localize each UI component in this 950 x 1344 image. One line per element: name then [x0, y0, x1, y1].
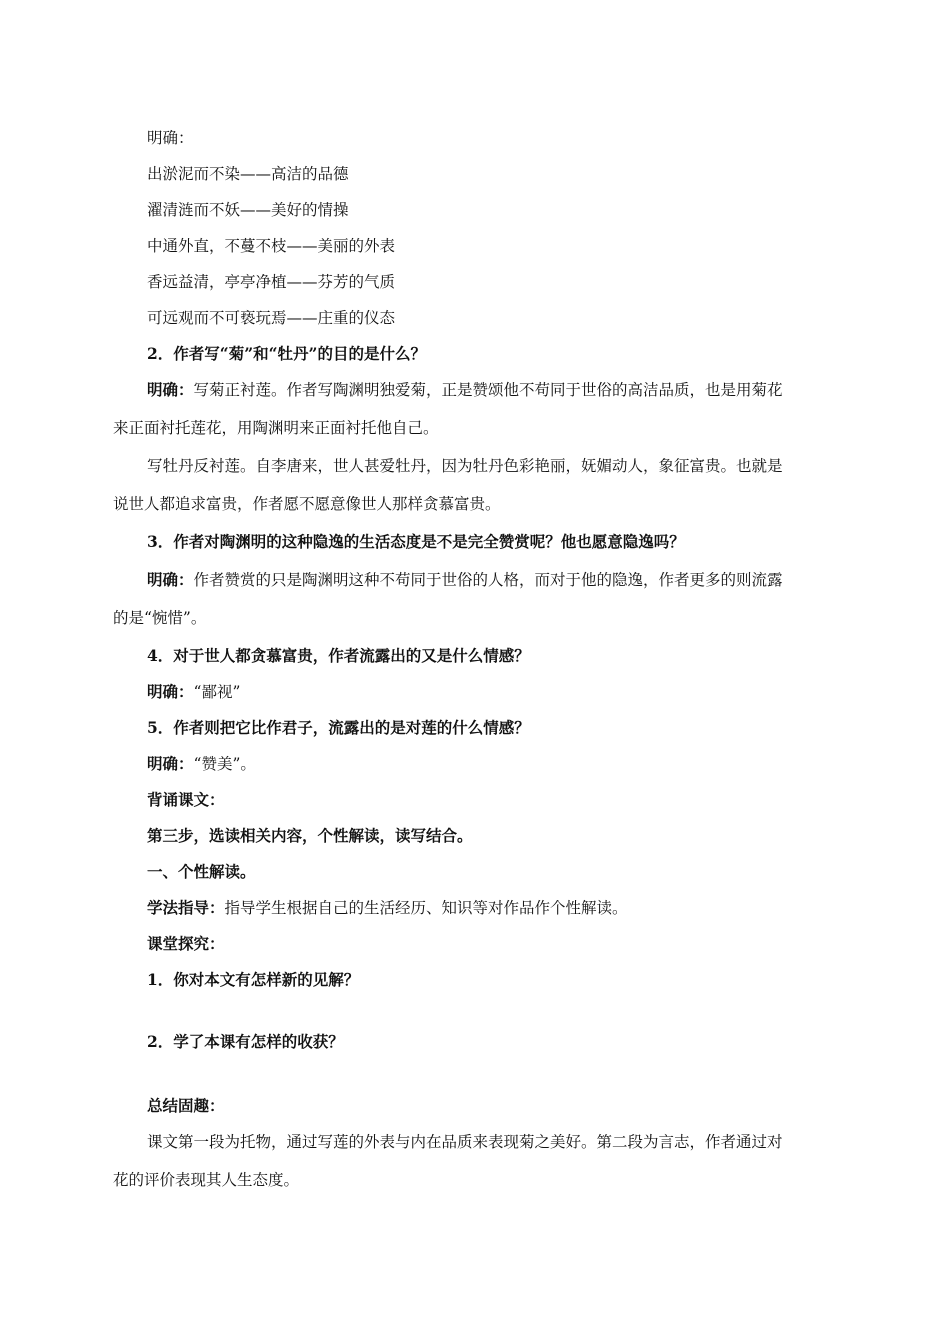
answer-4-text: “鄙视”: [193, 683, 241, 701]
pair-line-3: 中通外直，不蔓不枝——美丽的外表: [147, 237, 396, 255]
pair-line-5: 可远观而不可亵玩焉——庄重的仪态: [147, 309, 396, 327]
answer-label: 明确：: [147, 129, 194, 147]
answer-5-label: 明确：: [147, 754, 194, 773]
answer-2-line-2: 来正面衬托莲花，用陶渊明来正面衬托他自己。: [113, 419, 439, 437]
recite-heading: 背诵课文：: [147, 790, 225, 809]
question-3: 3．作者对陶渊明的这种隐逸的生活态度是不是完全赞赏呢？他也愿意隐逸吗？: [147, 532, 685, 551]
answer-2b-line-1: 写牡丹反衬莲。自李唐来，世人甚爱牡丹，因为牡丹色彩艳丽，妩媚动人，象征富贵。也就是: [147, 457, 783, 475]
answer-3-line-1: [147, 570, 783, 590]
pair-line-2: 濯清涟而不妖——美好的情操: [147, 201, 349, 219]
answer-2b-line-2: 说世人都追求富贵，作者愿不愿意像世人那样贪慕富贵。: [113, 495, 501, 513]
answer-5: [147, 754, 256, 774]
method-guide: [147, 898, 628, 918]
answer-2-text: 写菊正衬莲。作者写陶渊明独爱菊，正是赞颂他不苟同于世俗的高洁品质，也是用菊花: [193, 381, 783, 399]
summary-heading: 总结固趣：: [147, 1096, 225, 1115]
step-3-heading: 第三步，选读相关内容，个性解读，读写结合。: [147, 826, 473, 845]
method-text: 指导学生根据自己的生活经历、知识等对作品作个性解读。: [224, 899, 628, 917]
answer-2-label: 明确：: [147, 380, 194, 399]
answer-5-text: “赞美”。: [193, 755, 256, 773]
summary-line-1: 课文第一段为托物，通过写莲的外表与内在品质来表现菊之美好。第二段为言志，作者通过对: [147, 1133, 783, 1151]
question-5: 5．作者则把它比作君子，流露出的是对莲的什么情感？: [147, 718, 530, 737]
pair-line-4: 香远益清，亭亭净植——芬芳的气质: [147, 273, 396, 291]
answer-4-label: 明确：: [147, 682, 194, 701]
answer-3-line-2: 的是“惋惜”。: [113, 609, 207, 627]
answer-2-line-1: [147, 380, 783, 400]
section-1-heading: 一、个性解读。: [147, 862, 256, 881]
inquiry-question-2: 2．学了本课有怎样的收获？: [147, 1032, 344, 1051]
answer-3-label: 明确：: [147, 570, 194, 589]
answer-4: [147, 682, 240, 702]
pair-line-1: 出淤泥而不染——高洁的品德: [147, 165, 349, 183]
answer-3-text: 作者赞赏的只是陶渊明这种不苟同于世俗的人格，而对于他的隐逸，作者更多的则流露: [193, 571, 783, 589]
inquiry-question-1: 1．你对本文有怎样新的见解？: [147, 970, 360, 989]
method-label: 学法指导：: [147, 898, 225, 917]
question-2: 2．作者写“菊”和“牡丹”的目的是什么？: [147, 344, 426, 363]
question-4: 4．对于世人都贪慕富贵，作者流露出的又是什么情感？: [147, 646, 530, 665]
summary-line-2: 花的评价表现其人生态度。: [113, 1171, 300, 1189]
inquiry-heading: 课堂探究：: [147, 934, 225, 953]
